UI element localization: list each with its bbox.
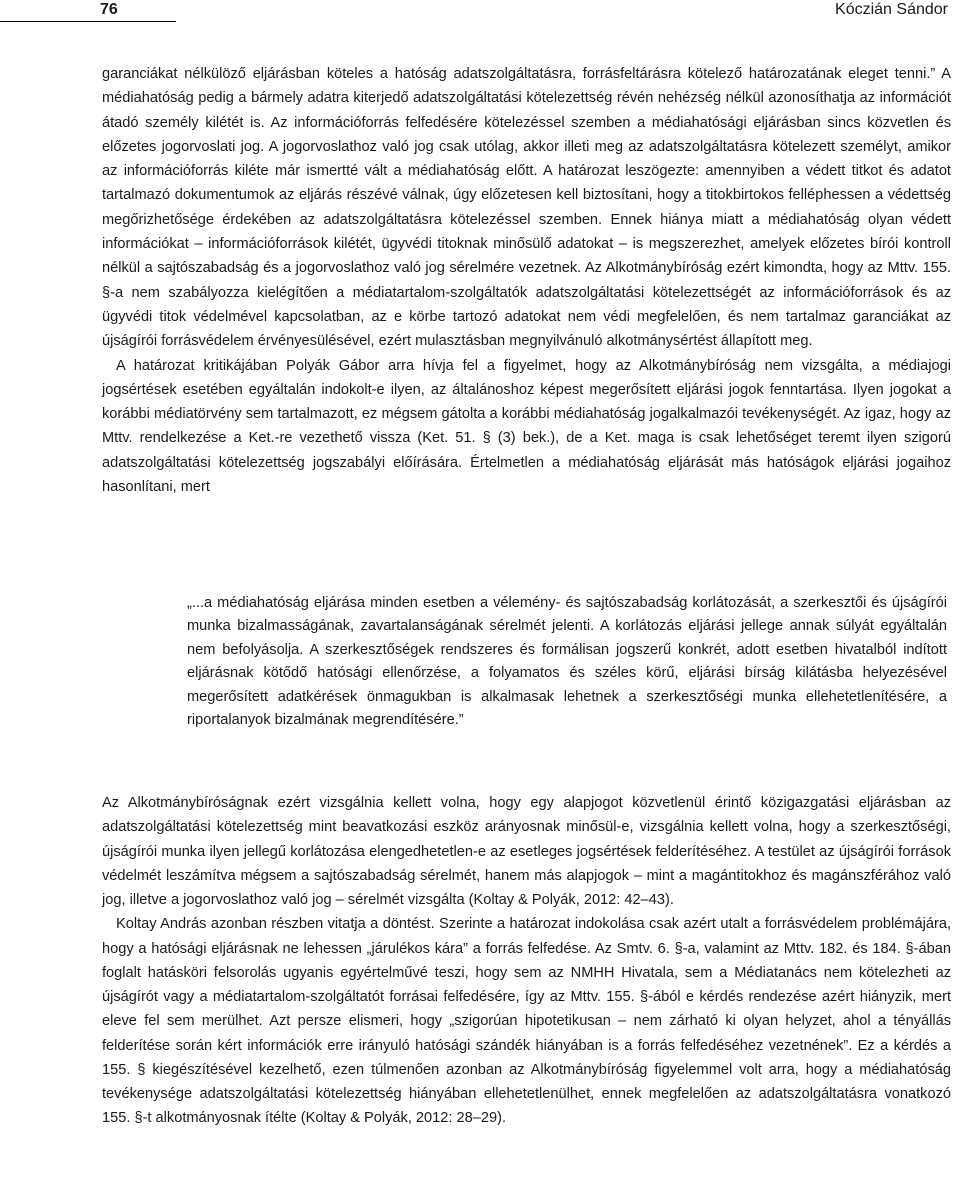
page-number: 76 [100, 1, 118, 18]
quote-paragraph: „...a médiahatóság eljárása minden esetben a vélemény- és sajtószabadság korlátozását, a szerkesztői és újságírói munka bizalmasságának, zavartalanságának sérelmét jelenti. A korlátozás eljárási jellege annak súlyát egyáltalán nem befolyásolja. A szerkesztőségek rendszeres és formálisan jogszerű konkrét, adott esetben hivatalból indított eljárásnak kötődő hatósági ellenőrzése, a folyamatos és széles körű, eljárási bírság kilátásba helyezésével megerősített adatkérések önmagukban is alkalmasak lehetnek a szerkesztőségi munka ellehetetlenítésére, a riportalanyok bizalmának megrendítésére.” [187, 595, 947, 729]
paragraph: Koltay András azonban részben vitatja a döntést. Szerinte a határozat indokolása csak azért utalt a forrásvédelem problémájára, hogy a hatósági eljárásnak ne lehessen „járulékos kára” a forrás felfedése. Az Smtv. 6. §-a, valamint az Mttv. 182. és 184. §-ában foglalt hatásköri felsorolás ugyanis egyértelművé teszi, hogy sem az NMHH Hivatala, sem a Médiatanács nem kötelezheti az újságírót vagy a médiatartalom-szolgáltatót forrásai felfedésére, így az Mttv. 155. §-ából e kérdés rendezése azért hiányzik, mert eleve fel sem merülhet. Azt persze elismeri, hogy „szigorúan hipotetikusan – nem zárható ki olyan helyzet, ahol a tényállás felderítése során kért információk erre irányuló hatósági szándék hiányában is a forrás felfedéséhez vezetnének”. Ez a kérdés a 155. § kiegészítésével kezelhető, ezen túlmenően azonban az Alkotmánybíróság figyelemmel volt arra, hogy a médiahatóság tevékenysége adatszolgáltatási kötelezettség hiányában ellehetetlenülhet, ennek megfelelően az adatszolgáltatásra vonatkozó 155. §-t alkotmányosnak ítélte (Koltay & Polyák, 2012: 28–29). [102, 916, 951, 1127]
running-header-author: Kóczián Sándor [835, 1, 948, 18]
paragraph: garanciákat nélkülöző eljárásban köteles a hatóság adatszolgáltatásra, forrásfeltárásra kötelező határozatának eleget tenni.” A médiahatóság pedig a bármely adatra kiterjedő adatszolgáltatási kötelezettség révén nehézség nélkül azonosíthatja az információt átadó személy kilétét is. Az információforrás felfedésére kötelezéssel szemben a médiahatósági eljárásban sincs közvetlen és előzetes jogorvoslati jog. A jogorvoslathoz való jog csak utólag, akkor illeti meg az adatszolgáltatásra kötelezett személyt, amikor az információforrás kiléte már ismertté vált a médiahatóság előtt. A határozat leszögezte: amennyiben a védett titkot és adatot tartalmazó dokumentumok az eljárás részévé válnak, úgy előzetesen kell biztosítani, hogy a titokbirtokos felléphessen a védettség megőrizhetősége érdekében az adatszolgáltatásra kötelezéssel szemben. Ennek hiánya miatt a médiahatóság olyan védett információkat – információforrások kilétét, ügyvédi titoknak minősülő adatokat – is megszerezhet, amelyek előzetes bírói kontroll nélkül a sajtószabadság és a jogorvoslathoz való jog sérelmére vezetnek. Az Alkotmánybíróság ezért kimondta, hogy az Mttv. 155. §-a nem szabályozza kielégítően a médiatartalom-szolgáltatók adatszolgáltatási kötelezettségét az információforrások és az ügyvédi titok védelmével kapcsolatban, az e körbe tartozó adatokat nem védi megfelelően, és nem tartalmaz garanciákat az újságírói forrásvédelem érvényesülésével, ezért mulasztásban megnyilvánuló alkotmánysértést állapított meg. [102, 66, 951, 350]
block-quote [187, 592, 947, 732]
header-rule [0, 21, 176, 22]
body-text-upper [102, 62, 951, 499]
body-text-lower [102, 791, 951, 1131]
paragraph: Az Alkotmánybíróságnak ezért vizsgálnia kellett volna, hogy egy alapjogot közvetlenül érintő közigazgatási eljárásban az adatszolgáltatási kötelezettség mint beavatkozási eszköz arányosnak minősül-e, vizsgálnia kellett volna, hogy a szerkesztőségi, újságírói munka ilyen jellegű korlátozása elengedhetetlen-e az esetleges jogsértések felderítéséhez. A testület az újságírói források védelmét leszámítva mégsem a sajtószabadság sérelmét, hanem más alapjogok – mint a magántitokhoz és magánszférához való jog, illetve a jogorvoslathoz való jog – sérelmét vizsgálta (Koltay & Polyák, 2012: 42–43). [102, 795, 951, 908]
paragraph: A határozat kritikájában Polyák Gábor arra hívja fel a figyelmet, hogy az Alkotmánybíróság nem vizsgálta, a médiajogi jogsértések esetében egyáltalán indokolt-e ilyen, az általánoshoz képest megerősített eljárási jogok fenntartása. Ilyen jogokat a korábbi médiatörvény sem tartalmazott, ez mégsem gátolta a korábbi médiahatóság jogalkalmazói tevékenységét. Az igaz, hogy az Mttv. rendelkezése a Ket.-re vezethető vissza (Ket. 51. § (3) bek.), de a Ket. maga is csak lehetőséget teremt ilyen szigorú adatszolgáltatási kötelezettség jogszabályi előírására. Értelmetlen a médiahatóság eljárását más hatóságok eljárási jogaihoz hasonlítani, mert [102, 357, 951, 496]
